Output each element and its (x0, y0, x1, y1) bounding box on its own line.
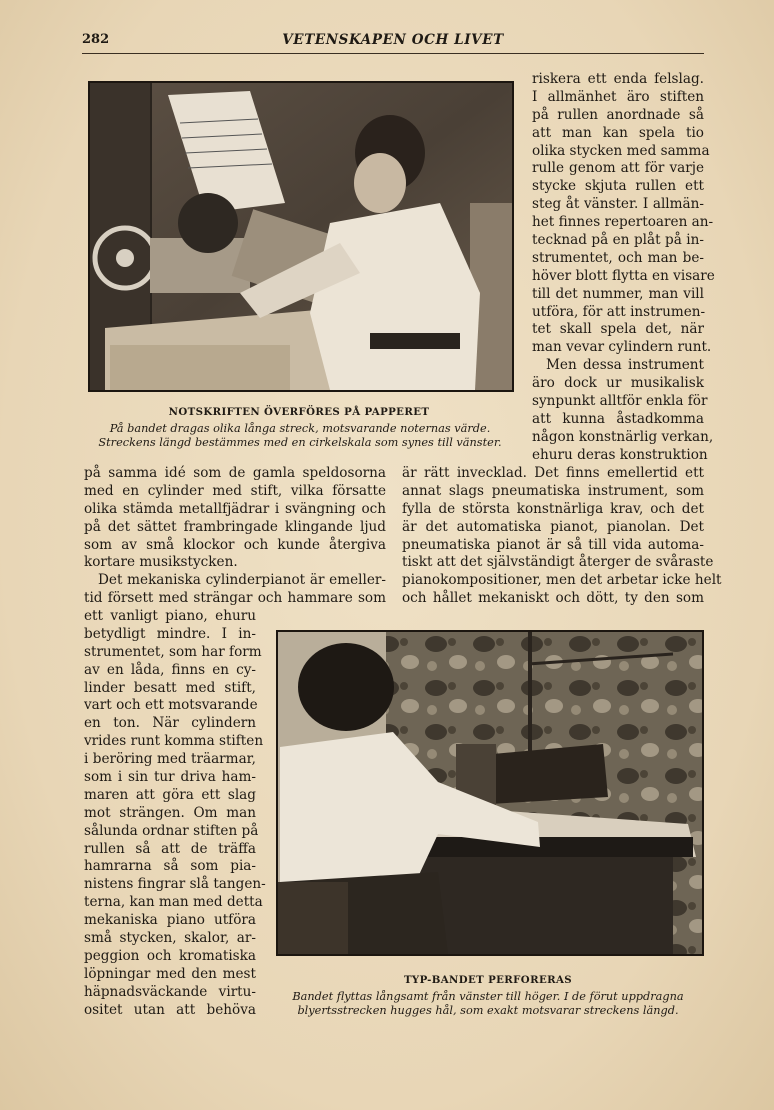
text-line: rullen så att de träffa (84, 840, 256, 857)
text-line: man vevar cylindern runt. (532, 339, 712, 356)
text-line: små stycken, skalor, ar- (84, 930, 256, 947)
text-line: äro dock ur musikalisk (532, 375, 704, 392)
text-line: strumentet, och man be- (532, 249, 704, 266)
text-line: häpnadsväckande virtu- (84, 983, 256, 1000)
figure2-caption (262, 990, 714, 1018)
text-line: att kunna åstadkomma (532, 410, 704, 427)
text-line: mot strängen. Om man (84, 804, 256, 821)
text-line: ett vanligt piano, ehuru (84, 608, 256, 624)
text-line: i beröring med träarmar, (84, 751, 256, 768)
page-header (82, 32, 704, 52)
text-line: som av små klockor och kunde återgiva (84, 536, 386, 553)
right-column-top (532, 71, 715, 465)
right-column-mid (402, 465, 722, 608)
header-rule (82, 53, 704, 54)
figure1-title: NOTSKRIFTEN ÖVERFÖRES PÅ PAPPERET (168, 406, 430, 418)
text-line: kortare musikstycken. (84, 554, 238, 571)
figure1-caption-line: På bandet dragas olika långa streck, motsvarande noternas värde. (109, 422, 491, 435)
text-line: på samma idé som de gamla speldosorna (84, 465, 386, 481)
text-line: är det automatiska pianot, pianolan. Det (402, 518, 704, 535)
text-line: riskera ett enda felslag. (532, 71, 704, 87)
text-line: synpunkt alltför enkla för (532, 393, 708, 410)
text-line: och hållet mekaniskt och dött, ty den som (402, 590, 704, 607)
left-column-mid (84, 465, 386, 608)
text-line: som i sin tur driva ham- (84, 769, 256, 786)
text-line: någon konstnärlig verkan, (532, 428, 714, 445)
text-line: med en cylinder med stift, vilka försatte (84, 482, 386, 499)
text-line: en ton. När cylindern (84, 715, 256, 732)
figure2-photo (276, 630, 704, 956)
text-line: betydligt mindre. I in- (84, 625, 256, 642)
text-line: Men dessa instrument (546, 357, 704, 374)
text-line: mekaniska piano utföra (84, 912, 256, 929)
text-line: rulle genom att för varje (532, 160, 704, 177)
text-line: ositet utan att behöva (84, 1001, 256, 1018)
text-line: peggion och kromatiska (84, 947, 256, 964)
text-line: till det nummer, man vill (532, 285, 704, 302)
figure2-title: TYP-BANDET PERFORERAS (403, 974, 573, 986)
running-title: VETENSKAPEN OCH LIVET (282, 32, 504, 48)
text-line: olika stämda metallfjädrar i svängning och (84, 500, 386, 517)
text-line: på rullen anordnade så (532, 106, 704, 123)
text-line: pianokompositioner, men det arbetar icke helt (402, 572, 722, 589)
figure1-caption-line: Streckens längd bestämmes med en cirkelskala som synes till vänster. (98, 436, 502, 449)
text-line: tiskt att det självständigt återger de svåraste (402, 554, 714, 571)
text-line: stycke skjuta rullen ett (532, 178, 704, 195)
text-line: steg åt vänster. I allmän- (532, 196, 704, 213)
figure1-photo (88, 81, 514, 392)
text-line: olika stycken med samma (532, 142, 710, 159)
text-line: ehuru deras konstruktion (532, 446, 708, 463)
text-line: vart och ett motsvarande (84, 697, 258, 714)
text-line: I allmänhet äro stiften (532, 88, 704, 105)
text-line: het finnes repertoaren an- (532, 214, 714, 231)
text-line: utföra, för att instrumen- (532, 303, 706, 320)
text-line: av en låda, finns en cy- (84, 661, 256, 678)
text-line: tet skall spela det, när (532, 321, 704, 338)
text-line: linder besatt med stift, (84, 679, 256, 696)
text-line: att man kan spela tio (532, 124, 704, 141)
text-line: maren att göra ett slag (84, 786, 256, 803)
text-line: tid försett med strängar och hammare som (84, 590, 386, 607)
text-line: pneumatiska pianot är så till vida automa- (402, 536, 704, 553)
text-line: sålunda ordnar stiften på (84, 822, 259, 839)
figure1-caption (80, 422, 520, 450)
text-line: tecknad på en plåt på in- (532, 232, 704, 249)
text-line: löpningar med den mest (84, 965, 256, 982)
text-line: på det sättet frambringade klingande ljud (84, 518, 386, 535)
text-line: är rätt invecklad. Det finns emellertid ett (402, 465, 704, 481)
text-line: Det mekaniska cylinderpianot är emeller- (98, 572, 386, 589)
figure2-caption-line: Bandet flyttas långsamt från vänster till höger. I de förut uppdragna (292, 990, 684, 1003)
text-line: terna, kan man med detta (84, 894, 263, 911)
page-number: 282 (82, 32, 110, 47)
text-line: strumentet, som har form (84, 643, 262, 660)
text-line: nistens fingrar slå tangen- (84, 876, 266, 893)
text-line: annat slags pneumatiska instrument, som (402, 482, 704, 499)
figure2-caption-line: blyertsstrecken hugges hål, som exakt motsvarar streckens längd. (297, 1004, 679, 1017)
left-column-bottom (84, 608, 266, 1019)
text-line: höver blott flytta en visare (532, 267, 715, 284)
text-line: hamrarna så som pia- (84, 858, 256, 875)
text-line: fylla de största konstnärliga krav, och det (402, 500, 704, 517)
text-line: vrides runt komma stiften (84, 733, 264, 750)
